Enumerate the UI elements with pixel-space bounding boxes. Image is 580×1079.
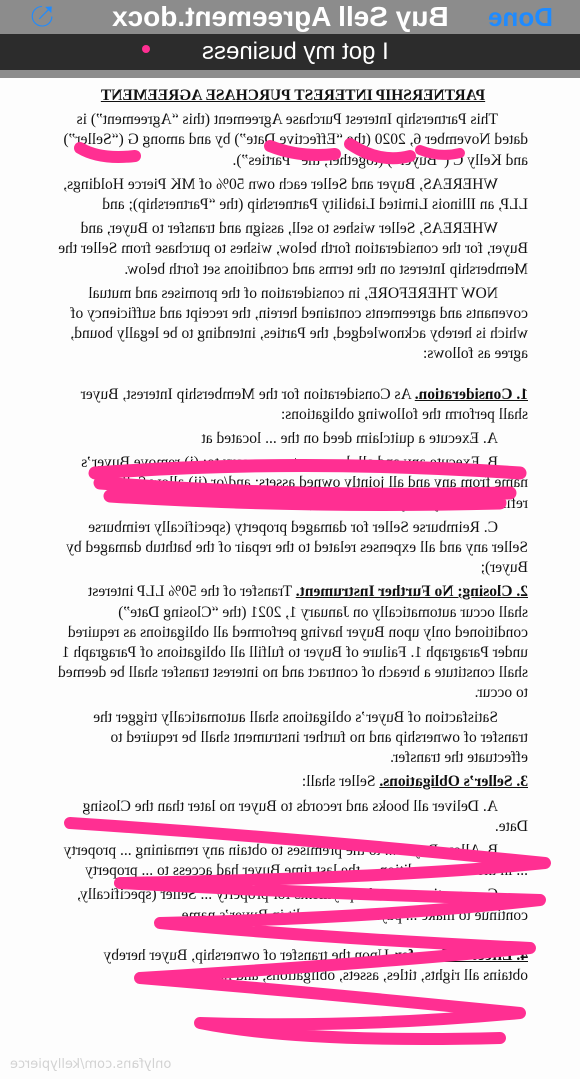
story-caption: I got my business (201, 38, 389, 65)
section-2-heading: 2. Closing; No Further Instrument. (295, 583, 528, 601)
agreement-title: PARTNERSHIP INTEREST PURCHASE AGREEMENT (100, 87, 486, 104)
whereas-paragraph-1: WHEREAS, Buyer and Seller each own 50% of MK Pierce Holdings, LLP, an Illinois Limited Liability Partnership (the “Partnership); and (63, 175, 528, 214)
intro-paragraph: This Partnership Interest Purchase Agreement (this “Agreement”) is dated November 6, 2020 (the “Effective Date”) by and among G (“Seller”) and Kelly C (“Buyer”) (together, the “Parties”). (63, 111, 528, 169)
item-3a: A. Deliver all books and records to Buyer no later than the Closing Date. (82, 797, 528, 835)
item-1a: A. Execute a quitclaim deed on the ... located at (201, 430, 498, 448)
document-page (0, 78, 580, 1079)
section-2-text-2: Satisfaction of Buyer’s obligations shall automatically trigger the transfer of ownership and no further instrument shall be required to effectuate the transfer. (93, 708, 528, 767)
done-button[interactable]: Done (487, 2, 553, 32)
section-4 (58, 946, 528, 986)
item-1b: B. Execute any and all documents necessary to: (i) remove Buyer’s name from any and all jointly owned assets; and/or (ii) allow Seller to refinance said jointly owned assets; (81, 454, 528, 512)
share-icon[interactable]: ⎋ (30, 0, 54, 33)
section-4-heading: 4. Effect of Transfer. (392, 946, 528, 964)
whereas-paragraph-2: WHEREAS, Seller wishes to sell, assign and transfer to Buyer, and Buyer, for the consideration forth below, wishes to purchase from Seller the Membership Interest on the terms and conditions set forth below. (58, 220, 528, 278)
watermark: onlyfans.com/kellypierce (10, 1057, 172, 1072)
section-2-text: Transfer of the 50% LLP interest shall occur automatically on January 1, 2021 (the “Closing Date”) conditioned only upon Buyer having performed all obligations as required under Paragraph 1. Failure of Buyer to fulfill all obligations of Paragraph 1 shall constitute a breach of contract and no interest transfer shall be deemed to occur. (58, 583, 528, 702)
document-body (58, 86, 528, 990)
now-therefore-paragraph: NOW THEREFORE, in consideration of the promises and mutual covenants and agreements contained herein, the receipt and sufficiency of which is hereby acknowledged, the Parties, intending to be legally bound, agree as follows: (70, 284, 528, 363)
item-3c: C. ... continue to make payments for property ... Seller (specifically, continue to make ... payments ... credit in Buyer’s name (77, 886, 528, 924)
item-1c: C. Reimburse Seller for damaged property (specifically reimburse Seller any and all expenses related to the repair of the bathtub damaged by Buyer); (66, 518, 528, 577)
section-3 (58, 772, 528, 792)
caption-dot (142, 45, 150, 53)
document-title: Buy Sell Agreement.docx (111, 1, 449, 32)
item-3b: B. Allow Buyer ... to the premises to obtain any remaining ... property ... in the same condition ... the last time Buyer had access to ... property (63, 841, 528, 880)
section-3-heading: 3. Seller’s Obligations. (379, 773, 528, 791)
section-1-text: As Consideration for the Membership Interest, Buyer shall perform the following obligations: (80, 385, 528, 423)
section-1-heading: 1. Consideration. (414, 385, 528, 403)
section-1 (58, 385, 528, 425)
section-2 (58, 582, 528, 703)
section-4-text: Upon the transfer of ownership, Buyer hereby obtains all rights, titles, assets, obligations, and liabilities (103, 946, 528, 984)
section-3-text: Seller shall: (301, 773, 376, 791)
